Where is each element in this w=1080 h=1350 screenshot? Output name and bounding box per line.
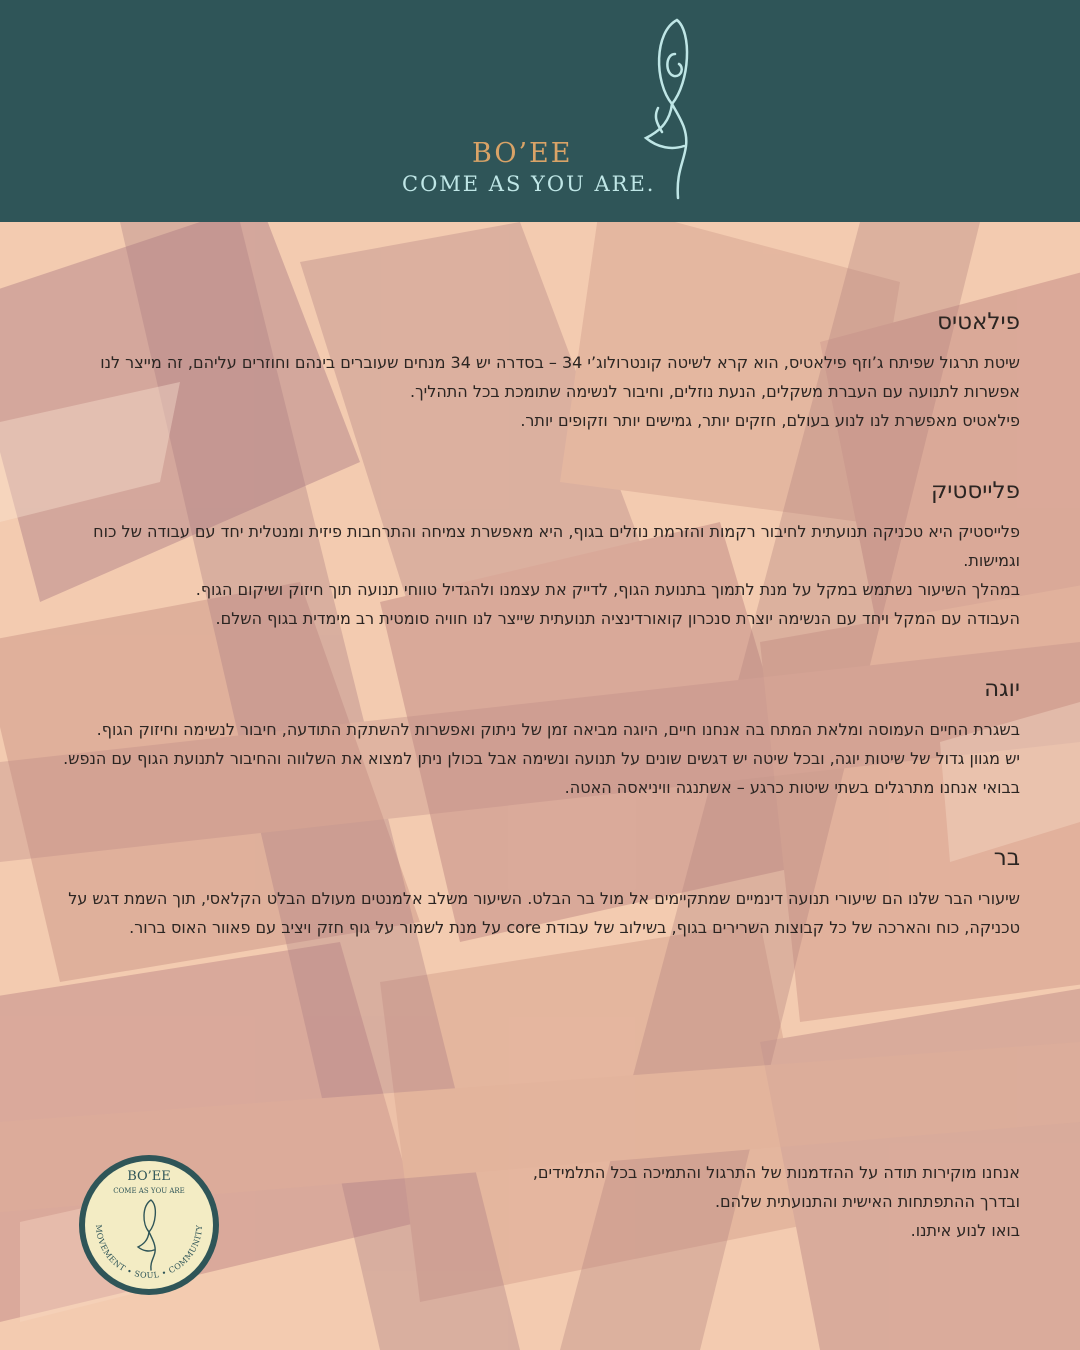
section-paragraph: שיטת תרגול שפיתח ג’וזף פילאטיס, הוא קרא לשיטה קונטרולוג’י 34 – בסדרה יש 34 מנחים שעוברים בינהם וחוזרים עליהם, זה מייצר לנו אפשרות לתנועה עם העברת משקלים, הנעת נוזלים, וחיבור לנשימה שתומכת בכל התהליך. bbox=[100, 353, 1020, 401]
section-paragraph: העבודה עם המקל ויחד עם הנשימה יוצרת סנכרון קואורדינציה תנועתית שייצר לנו חוויה סומטית רב מימדית בגוף השלם. bbox=[215, 609, 1020, 628]
badge-tagline: COME AS YOU ARE bbox=[113, 1187, 185, 1195]
classes-content bbox=[58, 300, 1020, 976]
section-yoga bbox=[58, 667, 1020, 802]
section-paragraph: בשגרת החיים העמוסה ומלאת המתח בה אנחנו חיים, היוגה מביאה זמן של ניתוק ואפשרות להשתקת התודעה, חיבור לנשימה וחיזוק הגוף. bbox=[96, 720, 1020, 739]
header-banner bbox=[0, 0, 1080, 222]
section-paragraph: פילאטיס מאפשרת לנו לנוע בעולם, חזקים יותר, גמישים יותר וזקופים יותר. bbox=[520, 411, 1020, 430]
section-paragraph: יש מגוון גדול של שיטות יוגה, ובכל שיטה יש דגשים שונים על תנועה ונשימה אבל בכולן ניתן למצוא את השלווה והחיבור לתנועת הגוף עם הנפש. bbox=[63, 749, 1020, 768]
closing-line: ובדרך ההתפתחות האישית והתנועתית שלהם. bbox=[714, 1192, 1020, 1211]
section-paragraph: בבואי אנחנו מתרגלים בשתי שיטות כרגע – אשתנגה וויניאסה האטה. bbox=[564, 778, 1020, 797]
section-paragraph: שיעורי הבר שלנו הם שיעורי תנועה דינמיים שמתקיימים אל מול בר הבלט. השיעור משלב אלמנטים מעולם הבלט הקלאסי, תוך השמת דגש על טכניקה, כוח והארכה של כל קבוצות השרירים בגוף, בשילוב של עבודת core על מנת לשמור על גוף חזק ויציב עם פאוור האוס ברור. bbox=[68, 889, 1020, 937]
section-paragraph: פלייסטיק היא טכניקה תנועתית לחיבור רקמות והזרמת נוזלים בגוף, היא מאפשרת צמיחה והתרחבות פיזית ומנטלית יחד עם עבודה של כוח וגמישות. bbox=[93, 522, 1020, 570]
closing-line: בואו לנוע איתנו. bbox=[910, 1221, 1020, 1240]
section-barre bbox=[58, 836, 1020, 942]
section-title: יוגה bbox=[984, 676, 1020, 702]
section-title: בר bbox=[993, 845, 1020, 871]
brand-badge-logo bbox=[76, 1152, 222, 1298]
closing-message bbox=[400, 1158, 1020, 1245]
section-title: פילאטיס bbox=[937, 309, 1020, 335]
section-paragraph: במהלך השיעור נשתמש במקל על מנת לתמוך בתנועת הגוף, לדייק את עצמנו ולהגדיל טווחי תנועה תוך חיזוק ושיקום הגוף. bbox=[195, 580, 1020, 599]
brand-tagline: COME AS YOU ARE. bbox=[402, 172, 656, 196]
section-playstick bbox=[58, 469, 1020, 633]
section-pilates bbox=[58, 300, 1020, 435]
section-title: פלייסטיק bbox=[930, 478, 1020, 504]
closing-line: אנחנו מוקירות תודה על ההזדמנות של התרגול והתמיכה בכל התלמידים, bbox=[532, 1163, 1020, 1182]
badge-brand-name: BO’EE bbox=[127, 1169, 171, 1184]
brand-name: BO’EE bbox=[472, 138, 573, 169]
badge-ring-text: MOVEMENT • SOUL • COMMUNITY bbox=[93, 1224, 205, 1281]
